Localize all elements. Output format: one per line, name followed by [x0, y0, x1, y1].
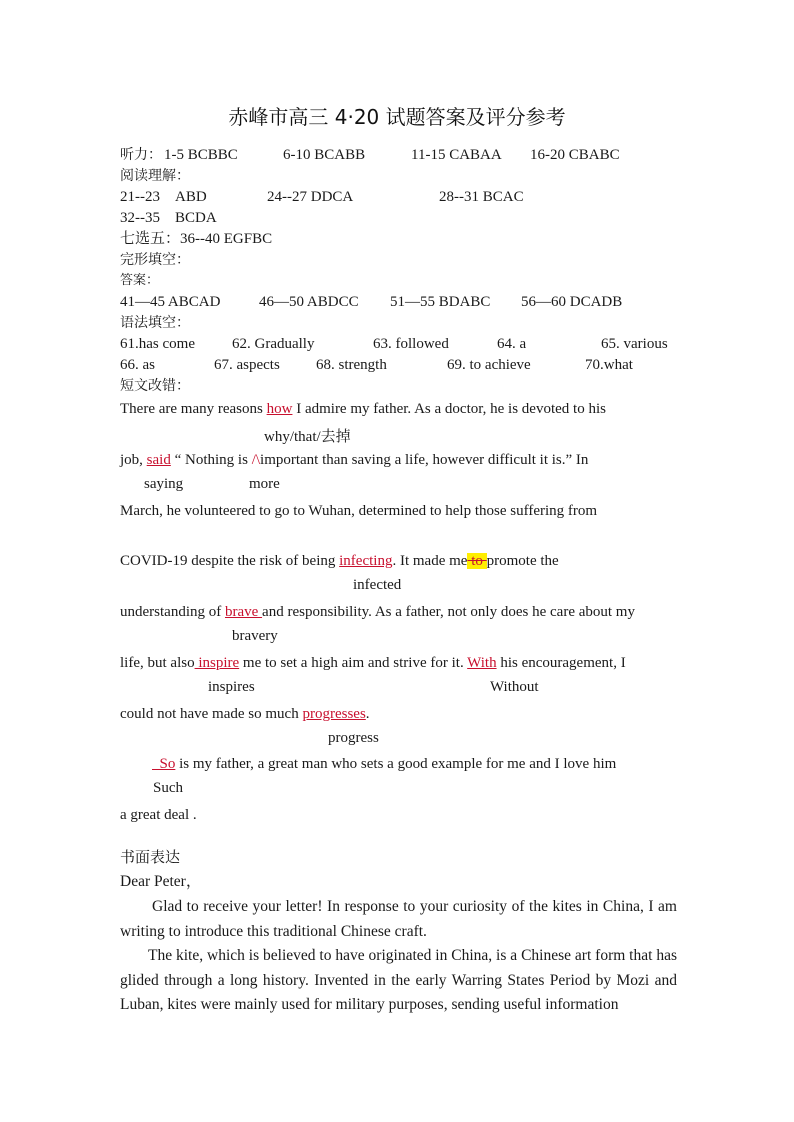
- listening-row: [120, 145, 162, 165]
- error-word: inspire: [194, 655, 240, 671]
- seven-choose-five-text: 七选五：36--40 EGFBC: [120, 231, 273, 247]
- error-word: So: [152, 756, 176, 772]
- correction-line: [120, 450, 588, 470]
- correction-fix: progress: [328, 730, 379, 746]
- grammar-answer: 63. followed: [373, 336, 449, 352]
- text: his encouragement, I: [496, 655, 626, 671]
- correction-line: March, he volunteered to go to Wuhan, determined to help those suffering from: [120, 503, 598, 519]
- listening-group: 6-10 BCABB: [283, 147, 366, 163]
- text: COVID-19 despite the risk of being: [120, 553, 340, 569]
- text: could not have made so much: [120, 706, 303, 722]
- text: promote the: [486, 553, 559, 569]
- grammar-answer: 65. various: [601, 336, 668, 352]
- reading-group: 32--35 BCDA: [120, 210, 217, 226]
- reading-group: 21--23 ABD: [120, 189, 207, 205]
- grammar-answer: 61.has come: [120, 336, 195, 352]
- listening-group: 1-5 BCBBC: [164, 147, 238, 163]
- grammar-label: 语法填空：: [120, 315, 190, 331]
- correction-fix: inspires: [208, 679, 255, 695]
- correction-fix: saying: [144, 476, 184, 492]
- reading-group: 28--31 BCAC: [439, 189, 524, 205]
- correction-fix: infected: [353, 577, 402, 593]
- deleted-word: to: [467, 553, 487, 569]
- correction-fix: more: [249, 476, 280, 492]
- text: understanding of: [120, 604, 225, 620]
- text: There are many reasons: [120, 401, 267, 417]
- correction-fix: [264, 425, 351, 446]
- writing-salutation: Dear Peter，: [120, 873, 202, 890]
- grammar-answer: 69. to achieve: [447, 357, 531, 373]
- grammar-answer: 68. strength: [316, 357, 387, 373]
- listening-group: 11-15 CABAA: [411, 147, 502, 163]
- correction-line: [120, 602, 635, 622]
- seven-choose-five: [120, 229, 272, 249]
- listening-group: 16-20 CBABC: [530, 147, 620, 163]
- text: job,: [120, 452, 147, 468]
- correction-line: [120, 551, 559, 571]
- text: life, but also: [120, 655, 195, 671]
- cloze-group: 46—50 ABDCC: [259, 294, 359, 310]
- reading-label: 阅读理解：: [120, 168, 190, 184]
- cloze-group: 41—45 ABCAD: [120, 294, 221, 310]
- grammar-answer: 64. a: [497, 336, 527, 352]
- text: and responsibility. As a father, not only does he care about my: [262, 604, 635, 620]
- correction-line: [120, 653, 626, 673]
- grammar-answer: 66. as: [120, 357, 155, 373]
- insert-caret-icon: /\: [251, 452, 261, 468]
- text: “ Nothing is: [170, 452, 252, 468]
- correction-line: [152, 754, 616, 774]
- writing-paragraph: The kite, which is believed to have originated in China, is a Chinese art form that has glided through a long history. Invented in the early Warring States Period by Mozi and Luban, kites were mainly used for military purposes, sending useful information: [120, 947, 677, 1013]
- writing-paragraph: Glad to receive your letter! In response to your curiosity of the kites in China, I am writing to introduce this traditional Chinese craft.: [120, 898, 677, 940]
- text: important than saving a life, however difficult it is.” In: [260, 452, 589, 468]
- cloze-group: 51—55 BDABC: [390, 294, 491, 310]
- text: me to set a high aim and strive for it.: [239, 655, 468, 671]
- error-word: brave: [224, 604, 263, 620]
- correction-line: [120, 704, 370, 724]
- error-word: infecting: [339, 553, 393, 569]
- error-word: said: [146, 452, 171, 468]
- cloze-label: 完形填空：: [120, 252, 190, 268]
- text: is my father, a great man who sets a good example for me and I love him: [175, 756, 617, 772]
- text: I admire my father. As a doctor, he is devoted to his: [292, 401, 606, 417]
- error-word: progresses: [302, 706, 366, 722]
- correction-line: [120, 399, 606, 419]
- correction-fix: bravery: [232, 628, 278, 644]
- page-title: 赤峰市高三 4·20 试题答案及评分参考: [228, 105, 566, 129]
- listening-label: 听力：: [120, 147, 162, 163]
- writing-label: 书面表达: [120, 848, 181, 866]
- correction-label: 短文改错：: [120, 378, 190, 394]
- correction-fix: Such: [153, 780, 183, 796]
- cloze-group: 56—60 DCADB: [521, 294, 623, 310]
- grammar-answer: 70.what: [585, 357, 633, 373]
- grammar-answer: 67. aspects: [214, 357, 280, 373]
- error-word: With: [467, 655, 497, 671]
- error-word: how: [266, 401, 293, 417]
- correction-line: a great deal .: [120, 807, 197, 823]
- grammar-answer: 62. Gradually: [232, 336, 315, 352]
- correction-fix: Without: [490, 679, 539, 695]
- cloze-answer-label: 答案：: [120, 273, 160, 288]
- fix-text: why/that/去掉: [264, 429, 351, 445]
- text: . It made me: [392, 553, 468, 569]
- text: .: [365, 706, 370, 722]
- reading-group: 24--27 DDCA: [267, 189, 354, 205]
